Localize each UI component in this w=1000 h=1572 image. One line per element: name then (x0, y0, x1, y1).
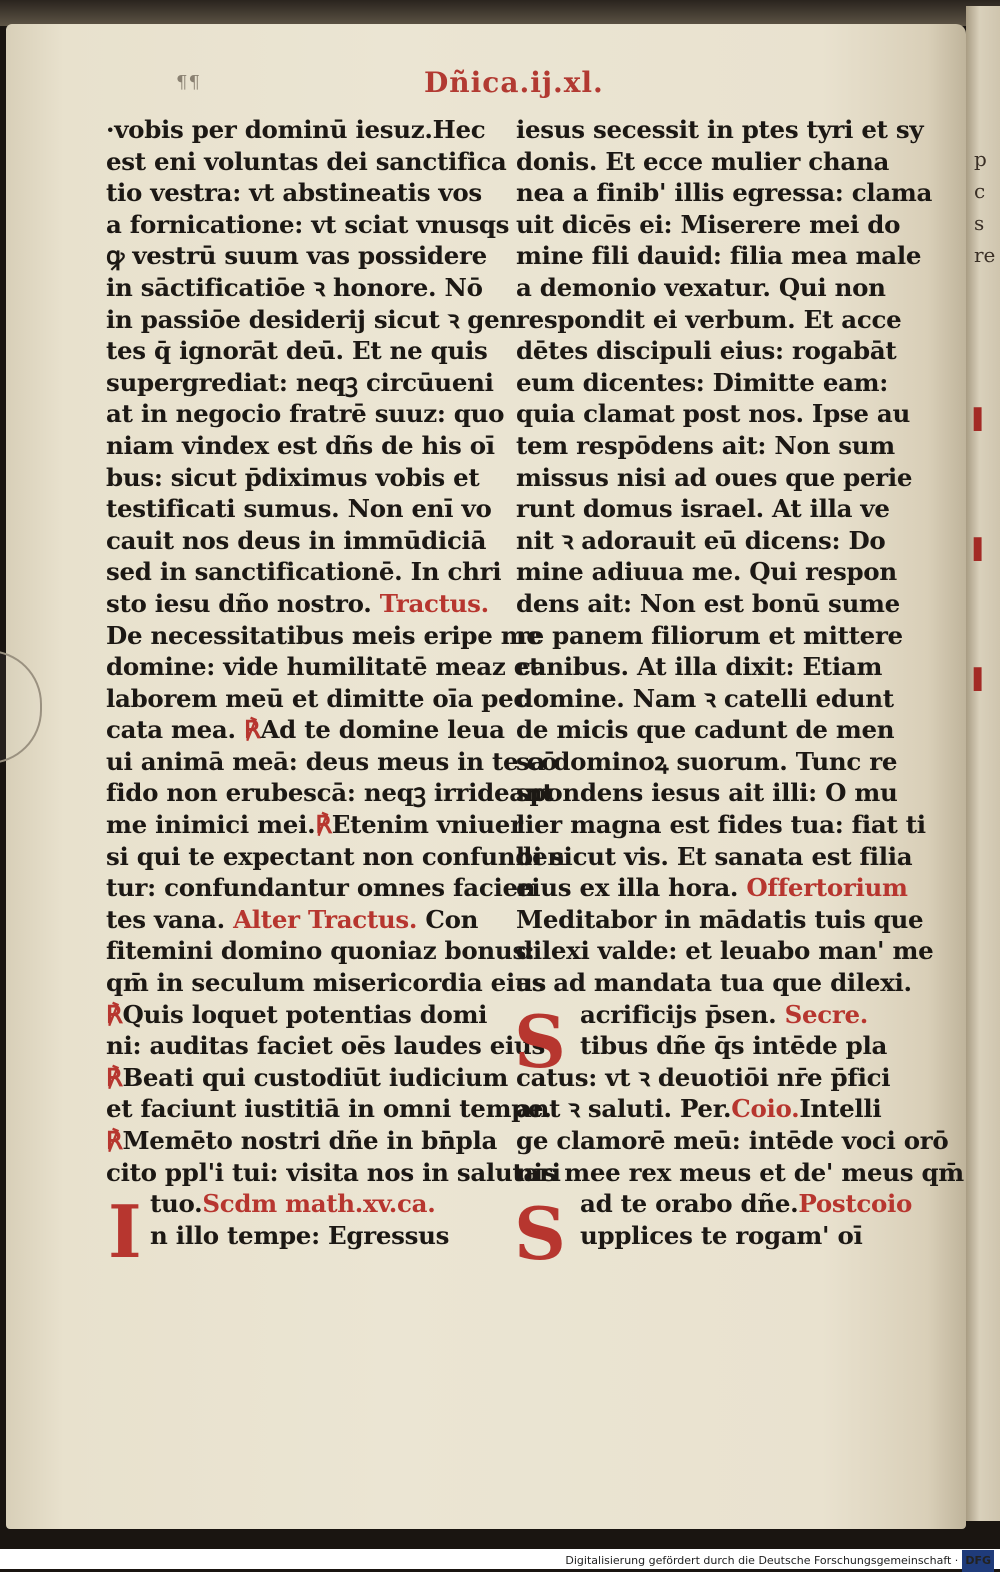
folio-mark: ¶¶ (176, 72, 201, 93)
text-line (516, 872, 908, 904)
text-line: dilexi valde: et leuabo man' me (516, 936, 934, 966)
dfg-logo: DFG (962, 1550, 994, 1572)
edge-mark: ▌ (974, 537, 990, 561)
text-segment: ant ꝛ saluti. Per. (516, 1094, 732, 1124)
text-line: tem respōdens ait: Non sum (516, 430, 895, 460)
text-segment: Quis loquet potentias domi (122, 999, 488, 1029)
text-line: ni: auditas faciet oēs laudes eius (106, 1031, 545, 1061)
book-top-edge (0, 0, 1000, 26)
text-line (516, 1188, 913, 1220)
text-line (106, 809, 523, 841)
text-line: as ad mandata tua que dilexi. (516, 968, 912, 998)
text-line: de micis que cadunt de men (516, 715, 895, 745)
text-line: tibus dñe q̄s intēde pla (580, 1031, 888, 1061)
text-line: in sāctificatiōe ꝛ honore. Nō (106, 272, 483, 302)
text-line: missus nisi ad oues que perie (516, 462, 913, 492)
text-segment: Beati qui custodiūt iudicium (122, 1062, 508, 1092)
text-segment: cata mea. (106, 715, 236, 745)
text-segment: Memēto nostri dñe in bn̄pla (122, 1126, 498, 1155)
text-line (516, 999, 908, 1031)
text-line: cauit nos deus in immūdiciā (106, 525, 487, 555)
edge-letter: c (974, 179, 986, 203)
text-line: De necessitatibus meis eripe me (106, 620, 542, 650)
text-line: uit dicēs ei: Miserere mei do (516, 209, 901, 239)
text-line (106, 714, 505, 746)
versicle-mark: ℟ (106, 1062, 123, 1092)
text-line: catus: vt ꝛ deuotiōi nr̄e p̄fici (516, 1062, 891, 1092)
rubric-postcoio: Postcoio (798, 1189, 913, 1219)
initial-letter-i: I (108, 1189, 142, 1274)
initial-letter-s: S (514, 1191, 566, 1276)
text-segment: tuo. (150, 1189, 203, 1219)
text-segment: sto iesu dño nostro. (106, 588, 372, 618)
running-title: Dñica.ij.xl. (424, 66, 604, 99)
text-line: fido non erubescā: neqꝫ irrideant (106, 778, 554, 808)
text-line: re panem filiorum et mittere (516, 620, 903, 650)
text-segment: Intelli (799, 1094, 882, 1124)
text-line: nea a finib' illis egressa: clama (516, 178, 933, 208)
text-line: donis. Et ecce mulier chana (516, 146, 890, 176)
versicle-mark: ℟ (106, 999, 123, 1029)
rubric-alter-tractus: Alter Tractus. (233, 904, 418, 934)
text-segment: Con (425, 904, 479, 934)
text-line: testificati sumus. Non enī vo (106, 494, 492, 524)
text-line: laborem meū et dimitte oīa pec (106, 683, 528, 713)
text-line: tes q̄ ignorāt deū. Et ne quis (106, 336, 488, 366)
text-line: tur: confundantur omnes facien (106, 873, 536, 903)
text-line: respondit ei verbum. Et acce (516, 304, 902, 334)
text-line: a demonio vexatur. Qui non (516, 272, 886, 302)
text-line: tio vestra: vt abstineatis vos (106, 178, 482, 208)
text-line: eum dicentes: Dimitte eam: (516, 367, 889, 397)
text-line: niam vindex est dñs de his oī (106, 430, 495, 460)
text-line: sa dominoꝝ suorum. Tunc re (516, 746, 898, 776)
text-segment: Ad te domine leua (260, 715, 505, 745)
text-line: qm̄ in seculum misericordia eius (106, 968, 546, 998)
text-line (106, 588, 498, 620)
versicle-mark: ℟ (315, 810, 332, 840)
right-column (516, 114, 964, 1251)
text-line (106, 999, 498, 1031)
rubric-secre: Secre. (784, 999, 868, 1029)
text-line (106, 1188, 498, 1220)
text-line: ·vobis per dominū iesuz.Hec (106, 115, 486, 144)
digitization-credit (0, 1549, 1000, 1569)
edge-mark: ▌ (974, 667, 990, 691)
text-line: bi sicut vis. Et sanata est filia (516, 841, 913, 871)
text-line (516, 1093, 908, 1125)
text-segment: eius ex illa hora. (516, 873, 739, 903)
text-segment: Etenim vniuer (331, 810, 523, 840)
text-line: si qui te expectant non confunden (106, 841, 565, 871)
text-line: upplices te rogam' oī (580, 1220, 863, 1250)
text-line: at in negocio fratrē suuz: quo (106, 399, 505, 429)
versicle-mark: ℟ (243, 715, 261, 745)
text-line: dens ait: Non est bonū sume (516, 588, 900, 618)
text-line: ꝙ vestrū suum vas possidere (106, 241, 487, 271)
text-line: canibus. At illa dixit: Etiam (516, 652, 883, 682)
edge-letter: re (974, 243, 996, 267)
text-line: Meditabor in mādatis tuis que (516, 904, 924, 934)
text-line: ge clamorē meū: intēde voci orō (516, 1126, 949, 1155)
text-segment: me inimici mei. (106, 810, 316, 840)
text-line: mine adiuua me. Qui respon (516, 557, 897, 587)
text-line (106, 1062, 508, 1094)
text-line: sed in sanctificationē. In chri (106, 557, 502, 587)
text-line: nis mee rex meus et de' meus qm̄ (516, 1157, 964, 1187)
versicle-mark: ℟ (106, 1126, 123, 1155)
text-line: n illo tempe: Egressus (150, 1220, 450, 1250)
text-line: domine. Nam ꝛ catelli edunt (516, 683, 894, 713)
text-line: spondens iesus ait illi: O mu (516, 778, 898, 808)
text-line (106, 1125, 498, 1157)
text-line: a fornicatione: vt sciat vnusqs (106, 209, 510, 239)
text-line: iesus secessit in ptes tyri et sy (516, 115, 924, 144)
text-line: lier magna est fides tua: fiat ti (516, 810, 926, 840)
text-line: quia clamat post nos. Ipse au (516, 399, 911, 429)
text-line: nit ꝛ adorauit eū dicens: Do (516, 525, 886, 555)
credit-text: Digitalisierung gefördert durch die Deutsche Forschungsgemeinschaft · (565, 1554, 959, 1567)
text-segment: acrificijs p̄sen. (580, 999, 777, 1029)
text-line: dētes discipuli eius: rogabāt (516, 336, 897, 366)
text-line: runt domus israel. At illa ve (516, 494, 890, 524)
text-line: ui animā meā: deus meus in te cō (106, 746, 558, 776)
rubric-offertorium: Offertorium (746, 873, 908, 903)
text-line: mine fili dauid: filia mea male (516, 241, 922, 271)
initial-letter-s: S (514, 999, 566, 1084)
text-line: domine: vide humilitatē meaz et (106, 652, 540, 682)
text-line: fitemini domino quoniaz bonus: (106, 936, 535, 966)
text-line: cito ppl'i tui: visita nos in salutari (106, 1157, 561, 1187)
edge-letter: p (974, 147, 987, 171)
text-line (106, 904, 498, 936)
rubric-gospel-ref: Scdm math.xv.ca. (202, 1189, 436, 1219)
text-line: in passiōe desiderij sicut ꝛ gen (106, 304, 517, 334)
rubric-coio: Coio. (731, 1094, 800, 1124)
right-page-edge (966, 6, 1000, 1521)
rubric-tractus: Tractus. (379, 588, 489, 618)
text-line: est eni voluntas dei sanctifica (106, 146, 507, 176)
text-line: supergrediat: neqꝫ circūueni (106, 367, 494, 397)
edge-letter: s (974, 211, 985, 235)
text-segment: tes vana. (106, 904, 225, 934)
edge-mark: ▌ (974, 407, 990, 431)
left-column (106, 114, 565, 1251)
text-segment: ad te orabo dñe. (580, 1189, 799, 1219)
text-line: bus: sicut p̄diximus vobis et (106, 462, 480, 492)
text-line: et faciunt iustitiā in omni tempe. (106, 1094, 552, 1124)
